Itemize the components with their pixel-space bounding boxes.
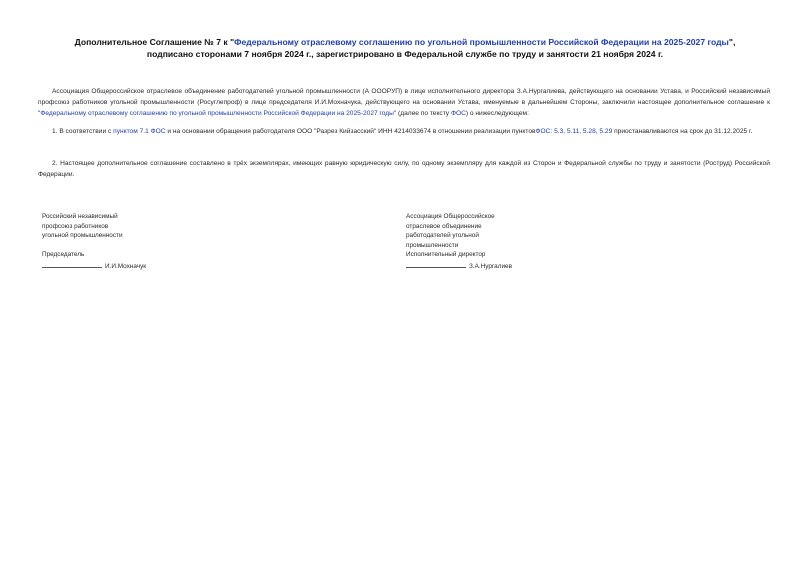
signature-block-union [42,212,152,270]
employers-position: Исполнительный директор [406,251,486,258]
title-agreement-link[interactable]: Федеральному отраслевому соглашению по угольной промышленности Российской Федерации на 2025-2027 годы [234,37,729,47]
union-org-line2: профсоюз работников [42,222,109,230]
union-position: Председатель [42,251,85,258]
employers-signature-blank [406,261,466,268]
employers-org-line1: Ассоциация Общероссийское [406,213,495,220]
paragraph-clause-2 [38,158,770,180]
title-prefix: Дополнительное Соглашение № 7 к " [74,37,235,47]
title-line2: подписано сторонами 7 ноября 2024 г., зарегистрировано в Федеральной службе по труду и занятости 21 ноября 2024 г. [146,49,664,59]
employers-signature-line [406,261,512,272]
paragraph2-text3: приостанавливаются на срок до 31.12.2025 г. [612,128,753,135]
employers-org-line3: работодателей угольной [406,232,479,239]
union-signature-blank [42,261,102,268]
union-org-line3: угольной промышленности [42,232,123,239]
union-org-line1: Российский независимый [42,213,118,220]
union-signature-line [42,261,146,272]
employers-signatory-name: З.А.Нургалиев [469,263,512,270]
union-signatory-name: И.И.Мохначук [105,263,147,270]
paragraph3-text: 2. Настоящее дополнительное соглашение составлено в трёх экземплярах, имеющих равную юридическую силу, по одному экземпляру для каждой из Сторон и Федеральной службы по труду и занятости (Роструд) Российской Федерации. [38,160,770,178]
paragraph1-agreement-link[interactable]: Федеральному отраслевому соглашению по угольной промышленности Российской Федерации на 2025-2027 годы [40,110,394,117]
paragraph-clause-1 [38,126,770,137]
title-suffix: ", [728,37,736,47]
paragraph2-text1: 1. В соответствии с [52,128,114,135]
paragraph-parties [38,86,770,119]
paragraph1-text1: Ассоциация Общероссийское отраслевое объединение работодателей угольной промышленности (А ОООРУП) в лице исполнительного директора З.А.Нургалиева, действующего на основании Устава, и Российский независимый профсоюз работников угольной промышленности (Росуглепроф) в лице председателя И.И.Мохначука, действующего на основании Устава, именуемые в дальнейшем Стороны, заключили настоящее дополнительное соглашение к " [38,88,770,117]
paragraph1-text2: " (далее по тексту [393,110,451,117]
paragraph1-text3: ) о нижеследующем: [465,110,529,117]
document-title [40,36,770,60]
paragraph2-text2: и на основании обращения работодателя ООО "Разрез Кийзасский" ИНН 4214033674 в отношении реализации пунктов [165,128,536,135]
signature-block-employers [406,212,516,270]
employers-org-line4: промышленности [406,241,459,249]
paragraph2-clause-link[interactable]: пунктом 7.1 ФОС [113,128,166,135]
paragraph1-fos-link[interactable]: ФОС [450,110,466,117]
paragraph2-fos-points-link[interactable]: ФОС: 5.3, 5.11, 5.28, 5.29 [535,128,613,135]
employers-org-line2: отраслевое объединение [406,222,482,230]
